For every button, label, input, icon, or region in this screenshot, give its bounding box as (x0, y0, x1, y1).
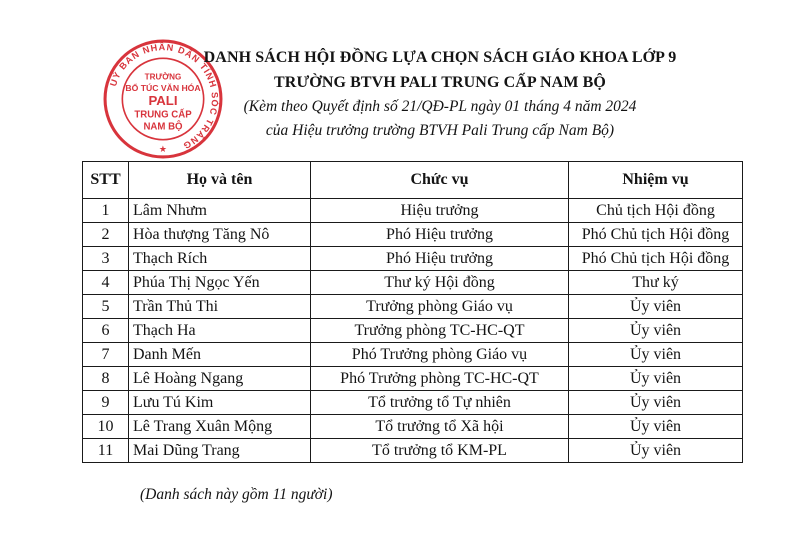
header-duty: Nhiệm vụ (569, 162, 743, 199)
table-row (83, 367, 743, 391)
table-row (83, 343, 743, 367)
name-cell: Lâm Nhưm (129, 199, 311, 223)
stt-cell: 3 (83, 247, 129, 271)
position-cell: Phó Trưởng phòng Giáo vụ (311, 343, 569, 367)
position-cell: Thư ký Hội đồng (311, 271, 569, 295)
svg-text:BỔ TÚC VĂN HÓA: BỔ TÚC VĂN HÓA (125, 82, 201, 93)
duty-cell: Ủy viên (569, 415, 743, 439)
decision-reference: (Kèm theo Quyết định số 21/QĐ-PL ngày 01 tháng 4 năm 2024 (243, 98, 637, 115)
document-title: DANH SÁCH HỘI ĐỒNG LỰA CHỌN SÁCH GIÁO KHOA LỚP 9 (203, 49, 677, 66)
stt-cell: 8 (83, 367, 129, 391)
duty-cell: Ủy viên (569, 391, 743, 415)
name-cell: Danh Mến (129, 343, 311, 367)
stt-cell: 2 (83, 223, 129, 247)
table-row (83, 319, 743, 343)
stt-cell: 9 (83, 391, 129, 415)
duty-cell: Ủy viên (569, 367, 743, 391)
position-cell: Tổ trưởng tổ Xã hội (311, 415, 569, 439)
position-cell: Hiệu trưởng (311, 199, 569, 223)
svg-text:NAM BỘ: NAM BỘ (143, 121, 183, 133)
decision-issuer: của Hiệu trưởng trường BTVH Pali Trung cấp Nam Bộ) (265, 122, 615, 139)
table-row (83, 295, 743, 319)
duty-cell: Thư ký (569, 271, 743, 295)
name-cell: Mai Dũng Trang (129, 439, 311, 463)
position-cell: Tổ trưởng tổ KM-PL (311, 439, 569, 463)
svg-text:TRƯỜNG: TRƯỜNG (144, 72, 182, 82)
svg-text:PALI: PALI (148, 93, 178, 109)
position-cell: Phó Hiệu trưởng (311, 247, 569, 271)
duty-cell: Ủy viên (569, 319, 743, 343)
position-cell: Tổ trưởng tổ Tự nhiên (311, 391, 569, 415)
svg-text:TRUNG CẤP: TRUNG CẤP (134, 109, 192, 121)
table-row (83, 199, 743, 223)
table-row (83, 271, 743, 295)
duty-cell: Ủy viên (569, 343, 743, 367)
council-members-table (82, 161, 743, 463)
duty-cell: Chủ tịch Hội đồng (569, 199, 743, 223)
stt-cell: 5 (83, 295, 129, 319)
name-cell: Trần Thủ Thi (129, 295, 311, 319)
duty-cell: Phó Chủ tịch Hội đồng (569, 223, 743, 247)
table-row (83, 391, 743, 415)
name-cell: Lê Trang Xuân Mộng (129, 415, 311, 439)
position-cell: Trưởng phòng Giáo vụ (311, 295, 569, 319)
duty-cell: Phó Chủ tịch Hội đồng (569, 247, 743, 271)
svg-text:UỶ BAN NHÂN DÂN TỈNH SÓC TRĂNG: UỶ BAN NHÂN DÂN TỈNH SÓC TRĂNG (108, 42, 220, 152)
name-cell: Lê Hoàng Ngang (129, 367, 311, 391)
stt-cell: 10 (83, 415, 129, 439)
position-cell: Phó Trưởng phòng TC-HC-QT (311, 367, 569, 391)
stt-cell: 1 (83, 199, 129, 223)
member-count-note: (Danh sách này gồm 11 người) (140, 486, 333, 503)
stt-cell: 11 (83, 439, 129, 463)
stt-cell: 7 (83, 343, 129, 367)
name-cell: Phúa Thị Ngọc Yến (129, 271, 311, 295)
position-cell: Phó Hiệu trưởng (311, 223, 569, 247)
table-row (83, 439, 743, 463)
table-row (83, 223, 743, 247)
stt-cell: 4 (83, 271, 129, 295)
duty-cell: Ủy viên (569, 295, 743, 319)
stt-cell: 6 (83, 319, 129, 343)
table-header-row (83, 162, 743, 199)
table-row (83, 247, 743, 271)
school-name: TRƯỜNG BTVH PALI TRUNG CẤP NAM BỘ (274, 74, 606, 91)
table-row (83, 415, 743, 439)
header-stt: STT (83, 162, 129, 199)
name-cell: Thạch Ha (129, 319, 311, 343)
name-cell: Lưu Tú Kim (129, 391, 311, 415)
position-cell: Trưởng phòng TC-HC-QT (311, 319, 569, 343)
svg-text:★: ★ (158, 143, 168, 154)
header-position: Chức vụ (311, 162, 569, 199)
header-name: Họ và tên (129, 162, 311, 199)
name-cell: Thạch Rích (129, 247, 311, 271)
name-cell: Hòa thượng Tăng Nô (129, 223, 311, 247)
duty-cell: Ủy viên (569, 439, 743, 463)
